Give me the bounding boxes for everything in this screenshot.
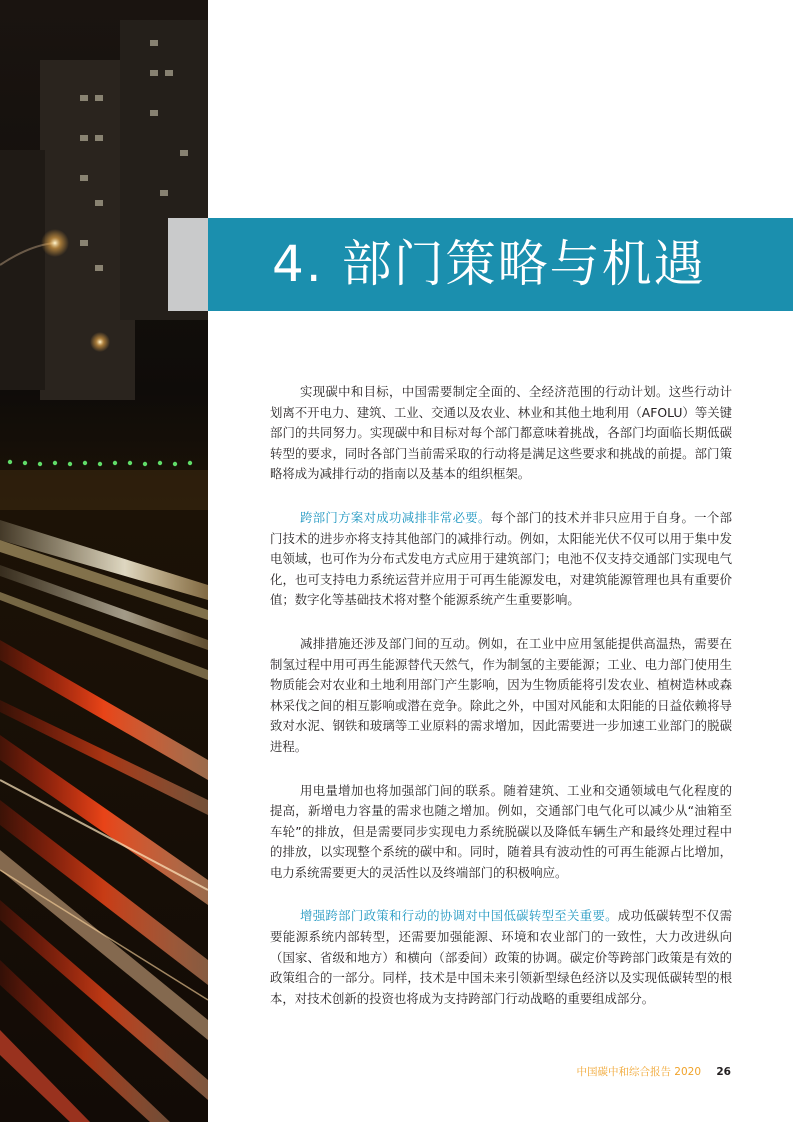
paragraph xyxy=(270,382,732,485)
paragraph-text: 每个部门的技术并非只应用于自身。一个部门技术的进步亦将支持其他部门的减排行动。例如，太阳能光伏不仅可以用于集中发电领域，也可作为分布式发电方式应用于建筑部门；电池不仅支持交通部门实现电气化，也可支持电力系统运营并应用于可再生能源发电，对建筑能源管理也具有重要价值；数字化等基础技术将对整个能源系统产生重要影响。 xyxy=(270,509,733,608)
page-number: 26 xyxy=(716,1066,731,1078)
body-text xyxy=(270,382,732,1032)
paragraph xyxy=(270,508,732,611)
paragraph-highlight: 增强跨部门政策和行动的协调对中国低碳转型至关重要。 xyxy=(300,908,618,924)
night-traffic-photo xyxy=(0,0,208,1122)
paragraph-highlight: 跨部门方案对成功减排非常必要。 xyxy=(300,509,491,525)
paragraph xyxy=(270,634,732,758)
paragraph-text: 用电量增加也将加强部门间的联系。随着建筑、工业和交通领域电气化程度的提高，新增电力容量的需求也随之增加。例如，交通部门电气化可以减少从“油箱至车轮”的排放，但是需要同步实现电力系统脱碳以及降低车辆生产和最终处理过程中的排放，以实现整个系统的碳中和。同时，随着具有波动性的可再生能源占比增加，电力系统需要更大的灵活性以及终端部门的积极响应。 xyxy=(270,782,732,880)
title-gray-block xyxy=(168,218,208,311)
paragraph xyxy=(270,781,732,884)
page-footer xyxy=(576,1064,731,1079)
paragraph xyxy=(270,906,732,1009)
paragraph-text: 减排措施还涉及部门间的互动。例如，在工业中应用氢能提供高温热，需要在制氢过程中用可再生能源替代天然气，作为制氢的主要能源；工业、电力部门使用生物质能会对农业和土地利用部门产生影响，因为生物质能将引发农业、植树造林或森林采伐之间的相互影响或潜在竞争。除此之外，中国对风能和太阳能的日益依赖将导致对水泥、钢铁和玻璃等工业原料的需求增加，因此需要进一步加速工业部门的脱碳进程。 xyxy=(270,635,732,754)
paragraph-text: 实现碳中和目标，中国需要制定全面的、全经济范围的行动计划。这些行动计划离不开电力、建筑、工业、交通以及农业、林业和其他土地利用（AFOLU）等关键部门的共同努力。实现碳中和目标对每个部门都意味着挑战，各部门均面临长期低碳转型的要求，同时各部门当前需采取的行动将是满足这些要求和挑战的前提。部门策略将成为减排行动的指南以及基本的组织框架。 xyxy=(270,384,732,482)
paragraph-text: 成功低碳转型不仅需要能源系统内部转型，还需要加强能源、环境和农业部门的一致性，大力改进纵向（国家、省级和地方）和横向（部委间）政策的协调。碳定价等跨部门政策是有效的政策组合的一部分。同样，技术是中国未来引领新型绿色经济以及实现低碳转型的根本，对技术创新的投资也将成为支持跨部门行动战略的重要组成部分。 xyxy=(270,908,733,1006)
section-title: 4. 部门策略与机遇 xyxy=(272,235,706,293)
report-name: 中国碳中和综合报告 2020 xyxy=(576,1066,702,1078)
